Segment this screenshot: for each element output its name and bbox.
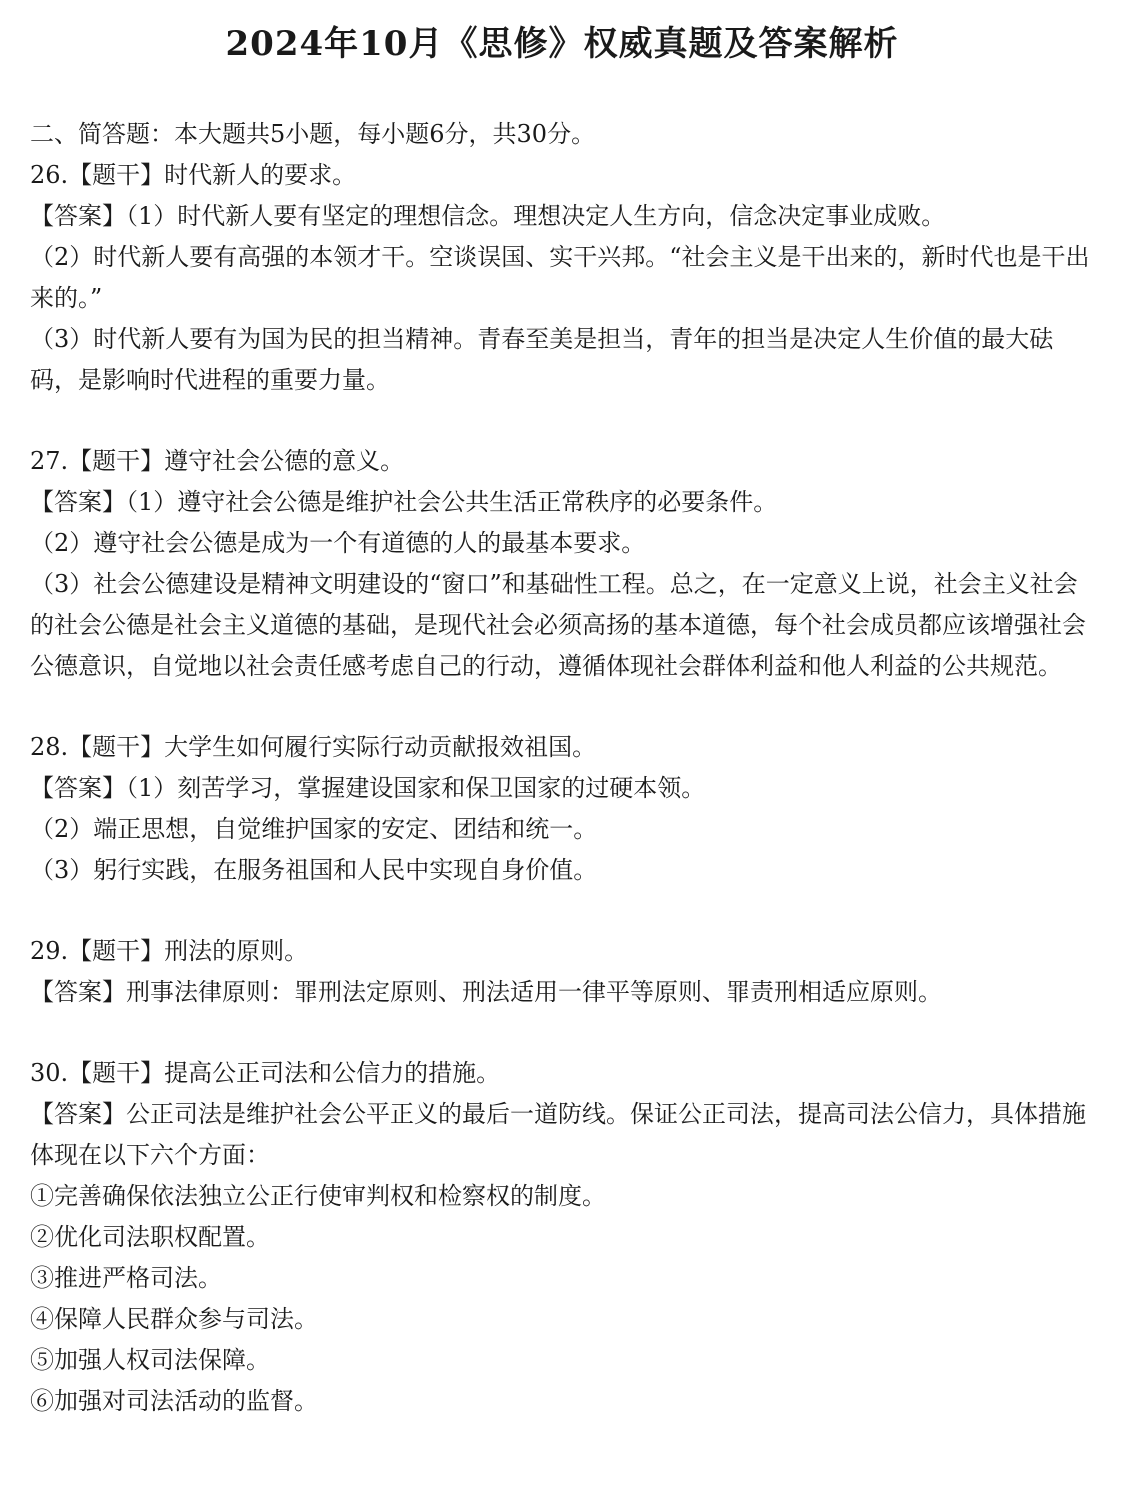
answer-line: ①完善确保依法独立公正行使审判权和检察权的制度。 bbox=[30, 1182, 606, 1210]
question-stem: 27.【题干】遵守社会公德的意义。 bbox=[30, 447, 405, 475]
answer-line: （2）时代新人要有高强的本领才干。空谈误国、实干兴邦。“社会主义是干出来的，新时代也是干出来的。” bbox=[30, 243, 1090, 312]
answer-line: （3）社会公德建设是精神文明建设的“窗口”和基础性工程。总之，在一定意义上说，社会主义社会的社会公德是社会主义道德的基础，是现代社会必须高扬的基本道德，每个社会成员都应该增强社会公德意识，自觉地以社会责任感考虑自己的行动，遵循体现社会群体利益和他人利益的公共规范。 bbox=[30, 570, 1086, 680]
question-stem: 28.【题干】大学生如何履行实际行动贡献报效祖国。 bbox=[30, 733, 597, 761]
answer-line: 【答案】（1）时代新人要有坚定的理想信念。理想决定人生方向，信念决定事业成败。 bbox=[30, 202, 946, 230]
question-block-26 bbox=[30, 155, 1094, 401]
answer-line: 【答案】（1）刻苦学习，掌握建设国家和保卫国家的过硬本领。 bbox=[30, 774, 706, 802]
answer-line: ②优化司法职权配置。 bbox=[30, 1223, 270, 1251]
question-stem: 30.【题干】提高公正司法和公信力的措施。 bbox=[30, 1059, 501, 1087]
answer-line: 【答案】公正司法是维护社会公平正义的最后一道防线。保证公正司法，提高司法公信力，具体措施体现在以下六个方面： bbox=[30, 1100, 1086, 1169]
question-stem: 29.【题干】刑法的原则。 bbox=[30, 937, 309, 965]
answer-line: ⑥加强对司法活动的监督。 bbox=[30, 1387, 318, 1415]
answer-line: （2）端正思想，自觉维护国家的安定、团结和统一。 bbox=[30, 815, 598, 843]
answer-line: （3）躬行实践，在服务祖国和人民中实现自身价值。 bbox=[30, 856, 598, 884]
question-block-28 bbox=[30, 727, 1094, 891]
answer-line: ④保障人民群众参与司法。 bbox=[30, 1305, 318, 1333]
question-block-29 bbox=[30, 931, 1094, 1013]
answer-line: ⑤加强人权司法保障。 bbox=[30, 1346, 270, 1374]
section-heading: 二、简答题：本大题共5小题，每小题6分，共30分。 bbox=[30, 120, 596, 148]
answer-line: ③推进严格司法。 bbox=[30, 1264, 222, 1292]
answer-line: 【答案】刑事法律原则：罪刑法定原则、刑法适用一律平等原则、罪责刑相适应原则。 bbox=[30, 978, 942, 1006]
answer-line: （2）遵守社会公德是成为一个有道德的人的最基本要求。 bbox=[30, 529, 646, 557]
question-block-27 bbox=[30, 441, 1094, 687]
document-title: 2024年10月《思修》权威真题及答案解析 bbox=[225, 24, 899, 64]
question-stem: 26.【题干】时代新人的要求。 bbox=[30, 161, 357, 189]
answer-line: 【答案】（1）遵守社会公德是维护社会公共生活正常秩序的必要条件。 bbox=[30, 488, 778, 516]
answer-line: （3）时代新人要有为国为民的担当精神。青春至美是担当，青年的担当是决定人生价值的最大砝码，是影响时代进程的重要力量。 bbox=[30, 325, 1054, 394]
question-block-30 bbox=[30, 1053, 1094, 1422]
